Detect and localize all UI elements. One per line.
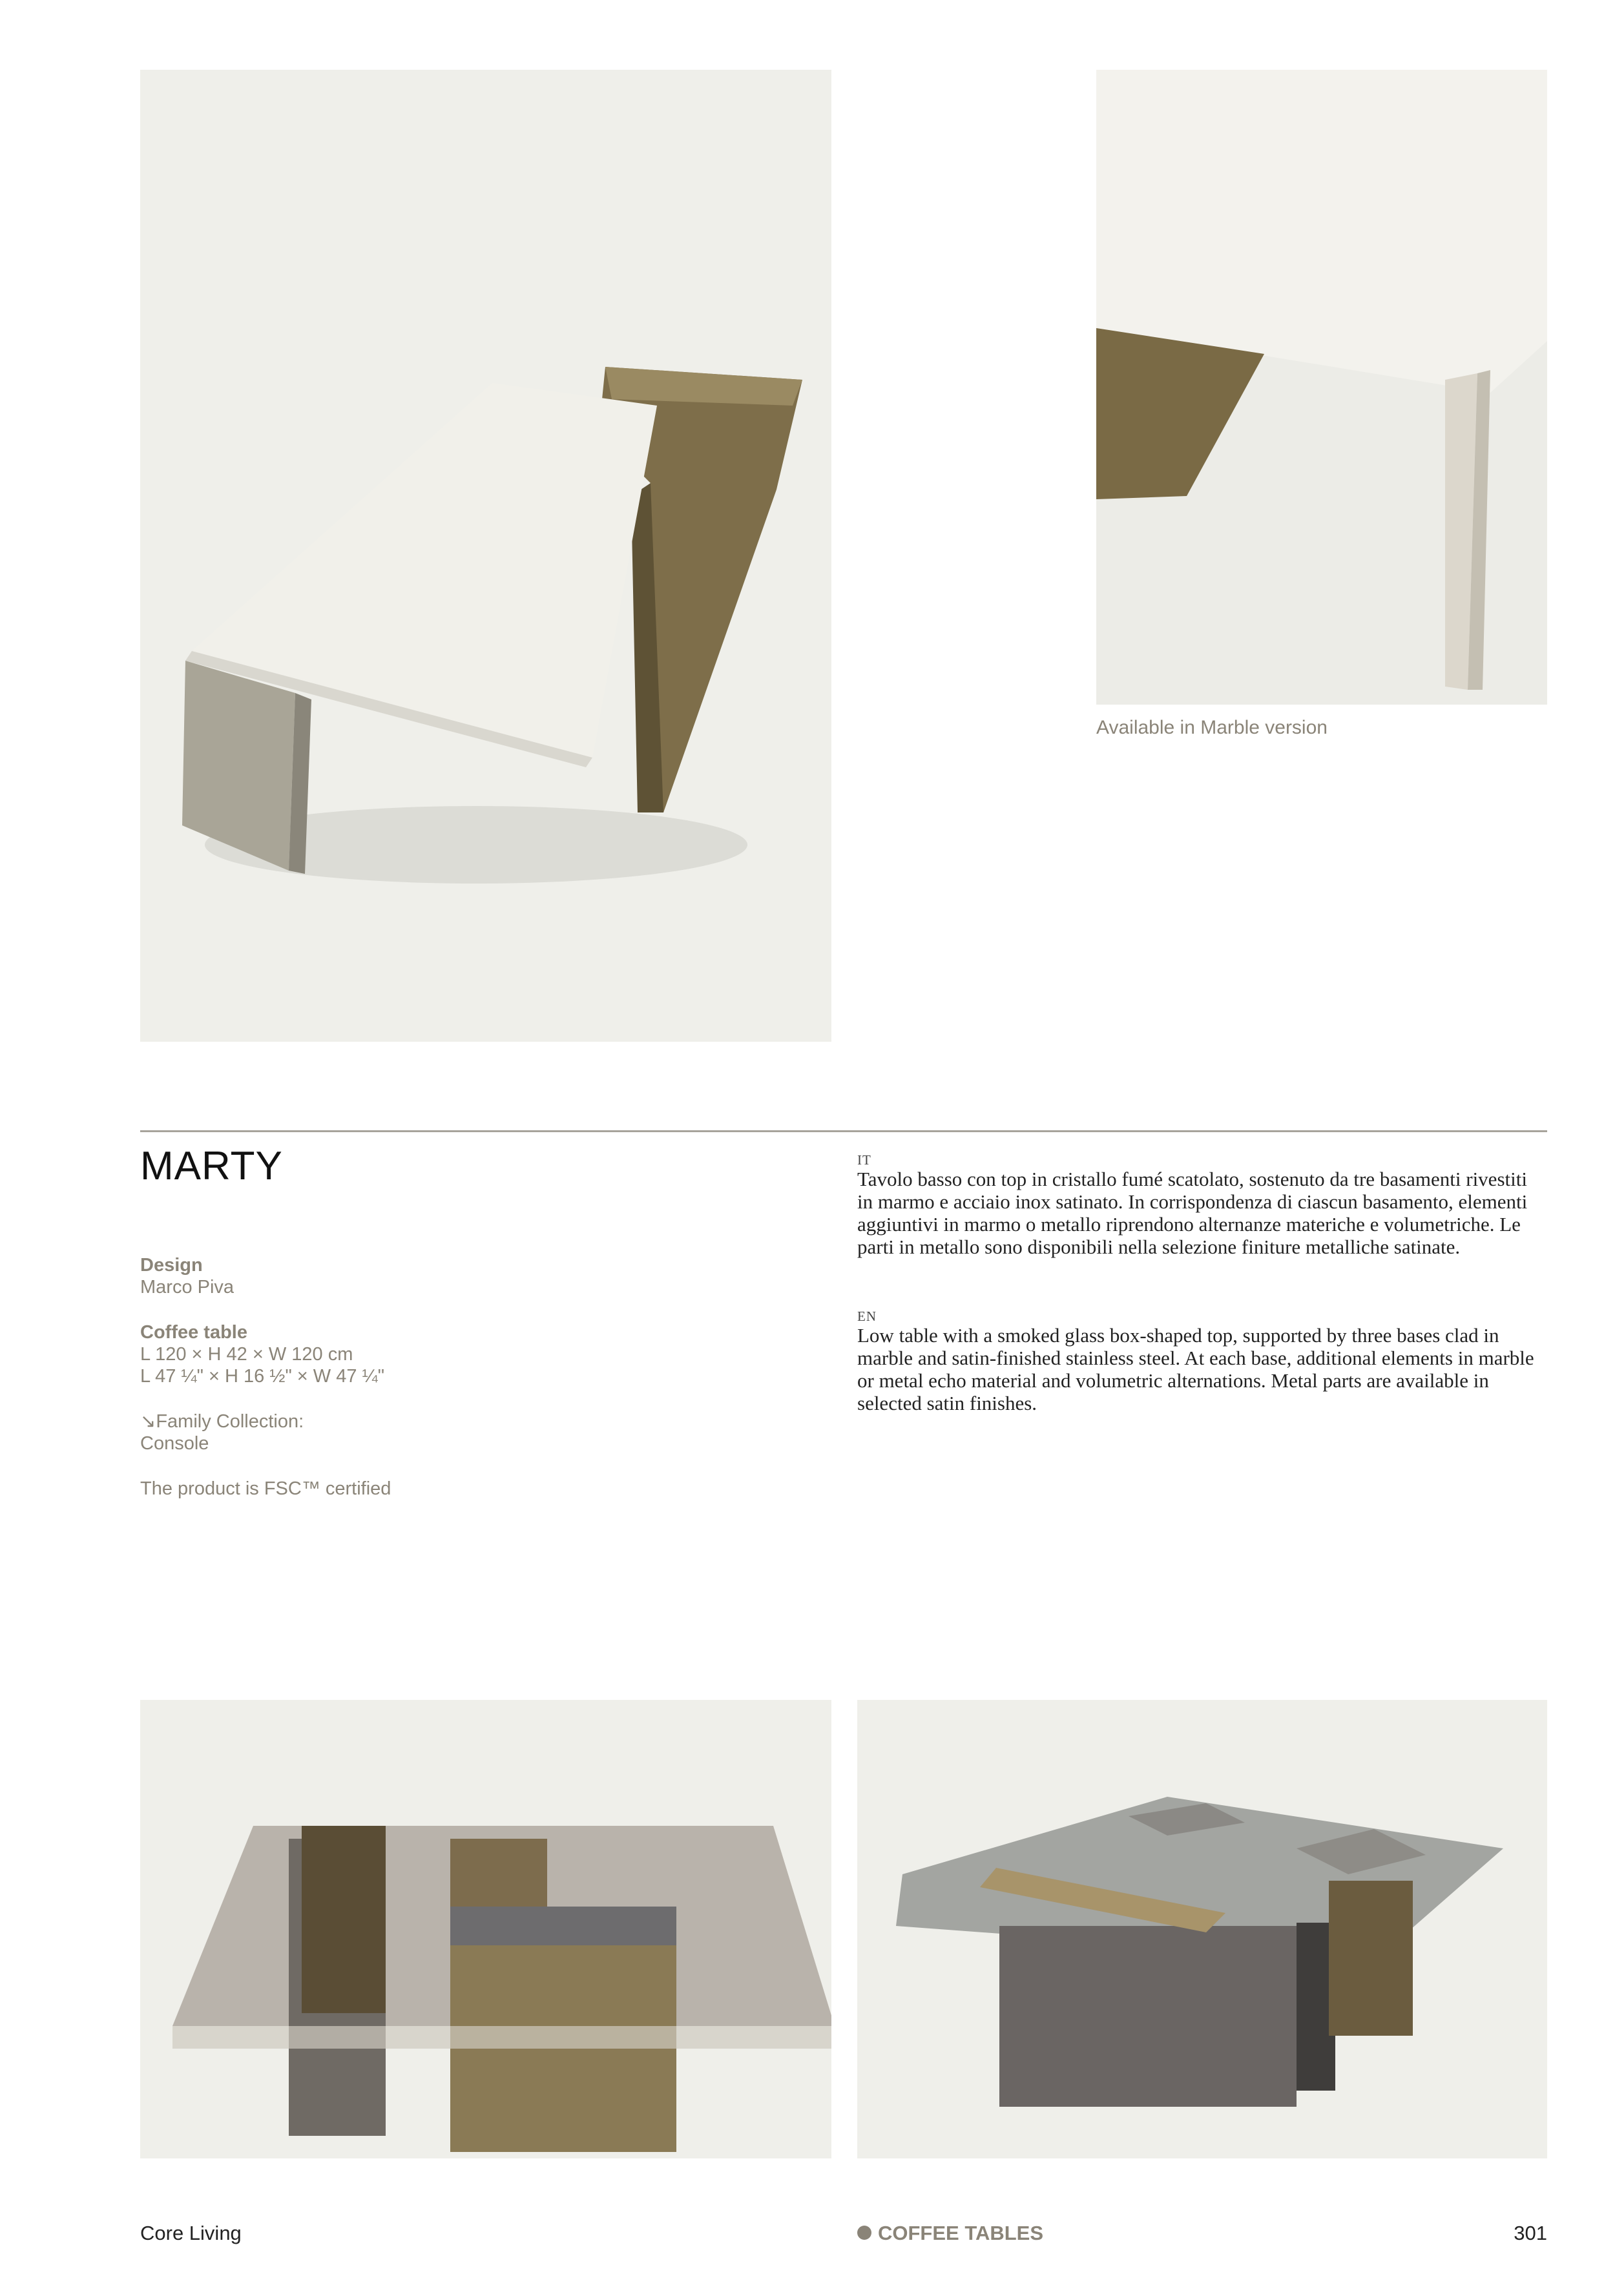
designer-name: Marco Piva (140, 1277, 234, 1298)
dimensions-block (140, 1321, 384, 1387)
design-label: Design (140, 1255, 203, 1276)
hero-product-image (140, 70, 831, 1042)
glass-table-image-angled (857, 1700, 1547, 2158)
glass-table-image-front (140, 1700, 831, 2158)
design-block (140, 1254, 234, 1298)
family-value: Console (140, 1433, 209, 1454)
family-label: Family Collection: (156, 1411, 304, 1432)
dimensions-cm: L 120 × H 42 × W 120 cm (140, 1344, 353, 1365)
lang-label-en: EN (857, 1308, 877, 1324)
detail-marble-image (1096, 70, 1547, 705)
description-it: Tavolo basso con top in cristallo fumé scatolato, sostenuto da tre basamenti rivestiti in marmo e acciaio inox satinato. In corrispondenza di ciascun basamento, elementi aggiuntivi in marmo o metallo riprendono alternanze materiche e volumetriche. Le parti in metallo sono disponibili nella selezione finiture metalliche satinate. (857, 1168, 1528, 1258)
lang-label-it: IT (857, 1152, 871, 1168)
page-number: 301 (1514, 2222, 1547, 2244)
product-title: MARTY (140, 1144, 283, 1188)
footer-section-label: COFFEE TABLES (878, 2222, 1044, 2244)
certification-text: The product is FSC™ certified (140, 1478, 391, 1499)
family-collection-link[interactable] (140, 1411, 304, 1454)
arrow-down-right-icon: ↘ (140, 1411, 156, 1432)
dimensions-in: L 47 ¼" × H 16 ½" × W 47 ¼" (140, 1366, 385, 1387)
footer-section[interactable] (857, 2222, 1043, 2245)
section-bullet-icon (857, 2226, 871, 2240)
product-type: Coffee table (140, 1322, 247, 1343)
description-en: Low table with a smoked glass box-shaped top, supported by three bases clad in marble and satin-finished stainless steel. At each base, additional elements in marble or metal echo material and volumetric alternations. Metal parts are available in selected satin finishes. (857, 1324, 1534, 1414)
footer-brand: Core Living (140, 2222, 242, 2244)
image-caption: Available in Marble version (1096, 717, 1328, 738)
section-divider (140, 1130, 1547, 1132)
